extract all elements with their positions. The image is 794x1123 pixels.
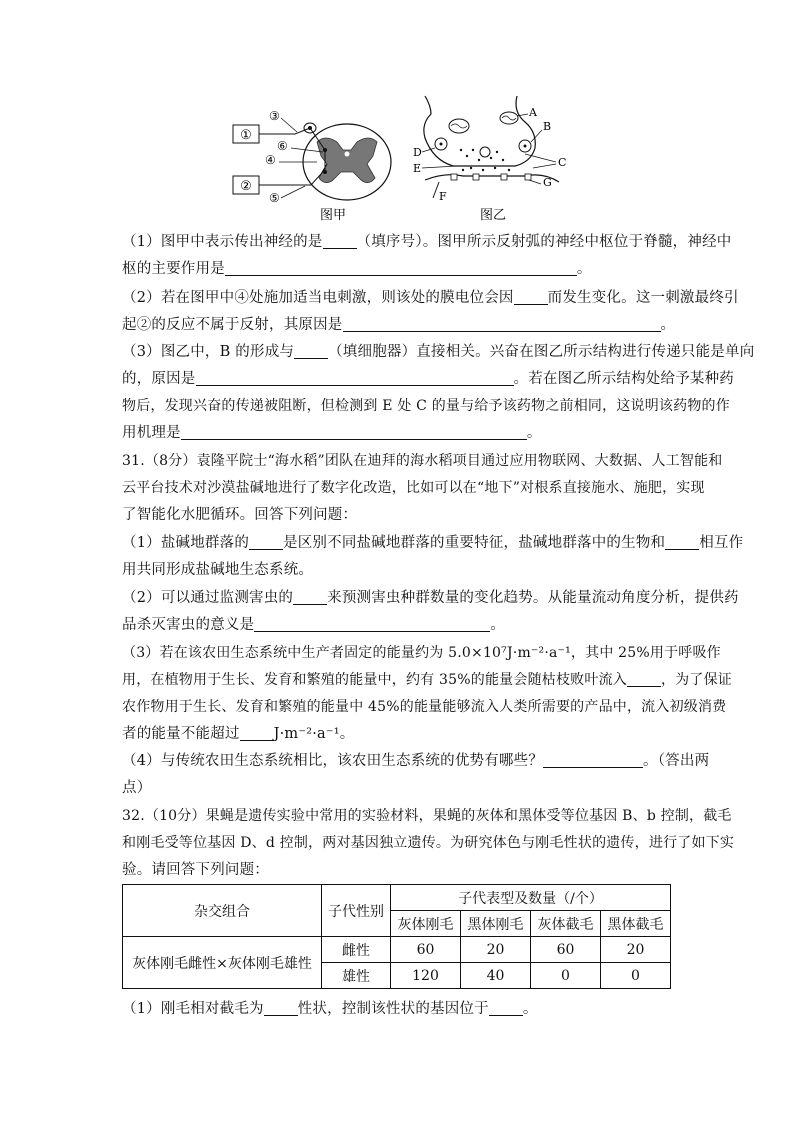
label-A: A [529, 106, 537, 119]
label-6: ⑥ [277, 139, 288, 153]
answer-blank[interactable] [181, 423, 527, 440]
label-G: G [543, 176, 552, 189]
q31-part4-line1: （4）与传统农田生态系统相比，该农田生态系统的优势有哪些？ 。（答出两 [122, 753, 710, 769]
q30-part3-line1: （3）图乙中，B 的形成与 （填细胞器）直接相关。兴奋在图乙所示结构进行传递只能是单向 [122, 344, 755, 360]
figure-yi [413, 96, 566, 222]
header-cross: 杂交组合 [123, 885, 322, 937]
label-F: F [439, 190, 447, 203]
q30-part3-line2: 的，原因是 。若在图乙所示结构处给予某种药 [122, 371, 734, 387]
label-C: C [558, 156, 567, 169]
answer-blank[interactable] [249, 533, 283, 550]
header-group: 子代表型及数量（/个） [391, 885, 671, 911]
label-D: D [413, 146, 422, 159]
cell-value: 120 [391, 963, 461, 989]
answer-blank[interactable] [264, 999, 298, 1016]
answer-blank[interactable] [514, 288, 548, 305]
q32-header-line2: 和刚毛受等位基因 D、d 控制，两对基因独立遗传。为研究体色与刚毛性状的遗传，进行了如下实 [122, 835, 735, 851]
label-5: ⑤ [269, 191, 280, 205]
answer-blank[interactable] [254, 615, 490, 632]
cell-value: 20 [601, 937, 671, 963]
answer-blank[interactable] [240, 724, 274, 741]
receptor [451, 174, 457, 180]
cell-value: 40 [461, 963, 531, 989]
cell-value: 60 [531, 937, 601, 963]
q30-part2-line1: （2）若在图甲中④处施加适当电刺激，则该处的膜电位会因 而发生变化。这一刺激最终引 [122, 290, 739, 306]
q31-part3-line3: 农作物用于生长、发育和繁殖的能量中 45%的能量能够流入人类所需要的产品中，流入初级消费 [122, 699, 727, 715]
q31-part2-line2: 品杀灭害虫的意义是 。 [122, 617, 506, 633]
q31-part3-line4: 者的能量不能超过 J·m⁻²·a⁻¹。 [122, 726, 355, 742]
label-1: ① [240, 128, 252, 143]
header-sex: 子代性别 [322, 885, 391, 937]
answer-blank[interactable] [543, 751, 643, 768]
q31-part1-line1: （1）盐碱地群落的 是区别不同盐碱地群落的重要特征，盐碱地群落中的生物和 相互作 [122, 535, 744, 551]
postsynaptic-membrane [425, 175, 559, 182]
q30-part3-line3: 物后，发现兴奋的传递被阻断，但检测到 E 处 C 的量与给予该药物之前相同，这说明该药物的作 [122, 398, 730, 414]
label-2: ② [240, 179, 252, 194]
q30-part3-line4: 用机理是 。 [122, 425, 542, 441]
answer-blank[interactable] [323, 232, 357, 249]
answer-blank[interactable] [665, 533, 699, 550]
label-E: E [413, 162, 422, 175]
answer-blank[interactable] [293, 588, 327, 605]
answer-blank[interactable] [196, 369, 514, 386]
header-phenotype: 黑体截毛 [601, 911, 671, 937]
table-row [123, 937, 671, 963]
figure-jia [233, 109, 391, 222]
header-phenotype: 灰体截毛 [531, 911, 601, 937]
cell-value: 20 [461, 937, 531, 963]
header-phenotype: 灰体刚毛 [391, 911, 461, 937]
q31-part1-line2: 用共同形成盐碱地生态系统。 [122, 562, 314, 578]
q31-header-line2: 云平台技术对沙漠盐碱地进行了数字化改造，比如可以在“地下”对根系直接施水、施肥，实现 [122, 480, 705, 496]
answer-blank[interactable] [489, 999, 523, 1016]
cell-sex: 雌性 [322, 937, 391, 963]
presynaptic-terminal [424, 96, 535, 166]
cell-cross: 灰体刚毛雌性×灰体刚毛雄性 [123, 937, 322, 989]
caption-jia: 图甲 [319, 208, 347, 222]
label-4: ④ [265, 153, 276, 167]
caption-yi: 图乙 [479, 208, 507, 222]
q30-part1-line1: （1）图甲中表示传出神经的是 （填序号）。图甲所示反射弧的神经中枢位于脊髓，神经中 [122, 234, 732, 250]
figure-neural-diagrams [225, 92, 575, 222]
answer-blank[interactable] [627, 670, 661, 687]
cell-sex: 雄性 [322, 963, 391, 989]
label-B: B [543, 120, 552, 133]
cell-value: 0 [531, 963, 601, 989]
q31-header-line1: 31.（8分）袁隆平院士“海水稻”团队在迪拜的海水稻项目通过应用物联网、大数据、人工智能和 [122, 453, 723, 469]
table-header-row [123, 885, 671, 911]
q31-header-line3: 了智能化水肥循环。回答下列问题： [122, 507, 358, 523]
q31-part2-line1: （2）可以通过监测害虫的 来预测害虫种群数量的变化趋势。从能量流动角度分析，提供药 [122, 590, 739, 606]
answer-blank[interactable] [343, 315, 661, 332]
q32-header-line3: 验。请回答下列问题： [122, 862, 269, 878]
q32-header-line1: 32.（10分）果蝇是遗传实验中常用的实验材料，果蝇的灰体和黑体受等位基因 B、b 控制，截毛 [122, 808, 732, 824]
q31-part3-line1: （3）若在该农田生态系统中生产者固定的能量约为 5.0×10⁷J·m⁻²·a⁻¹，其中 25%用于呼吸作 [122, 645, 721, 661]
q30-part2-line2: 起②的反应不属于反射，其原因是 。 [122, 317, 676, 333]
answer-blank[interactable] [294, 342, 328, 359]
q30-part1-line2: 枢的主要作用是 。 [122, 261, 592, 277]
q31-part4-line2: 点） [122, 780, 152, 796]
central-canal [345, 152, 350, 157]
results-table [122, 884, 671, 989]
cell-value: 0 [601, 963, 671, 989]
answer-blank[interactable] [225, 259, 577, 276]
figure-svg [225, 92, 575, 222]
label-3: ③ [269, 109, 280, 123]
q31-part3-line2: 用，在植物用于生长、发育和繁殖的能量中，约有 35%的能量会随枯枝败叶流入 ，为了保证 [122, 672, 732, 688]
q32-part1-line1: （1）刚毛相对截毛为 性状，控制该性状的基因位于 。 [122, 1001, 538, 1017]
cell-value: 60 [391, 937, 461, 963]
header-phenotype: 黑体刚毛 [461, 911, 531, 937]
